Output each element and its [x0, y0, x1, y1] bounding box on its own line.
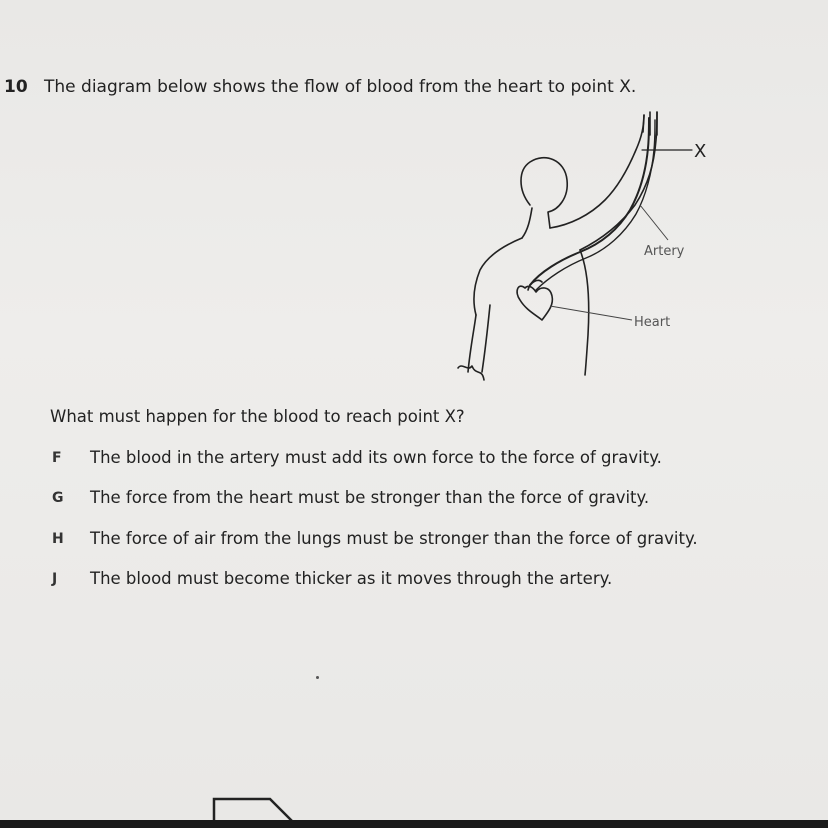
question-stem: The diagram below shows the flow of blood from the heart to point X.	[44, 77, 637, 97]
right-arm-inner	[580, 112, 657, 250]
neck-left	[522, 208, 532, 238]
choice-letter: G	[52, 490, 64, 506]
answer-choice-f[interactable]	[0, 450, 828, 474]
screen-bezel	[0, 820, 828, 828]
label-artery: Artery	[644, 244, 685, 259]
answer-choice-h[interactable]	[0, 531, 828, 555]
head-outline	[521, 158, 567, 228]
choice-text: The force of air from the lungs must be stronger than the force of gravity.	[90, 529, 698, 548]
choice-text: The blood must become thicker as it moves through the artery.	[90, 569, 613, 588]
label-x: X	[694, 141, 707, 162]
screen-speck	[316, 676, 319, 679]
blood-flow-diagram	[430, 110, 730, 385]
answer-choice-g[interactable]	[0, 490, 828, 514]
choice-letter: H	[52, 531, 64, 547]
left-shoulder	[474, 238, 522, 315]
left-arm-inner	[482, 305, 490, 372]
label-heart: Heart	[634, 315, 671, 330]
heart-shape	[517, 286, 552, 320]
choice-letter: F	[52, 450, 62, 466]
artery-line-1	[530, 118, 649, 285]
heart-leader-line	[550, 306, 632, 320]
left-arm	[468, 315, 476, 372]
left-hand	[458, 366, 484, 380]
question-number: 10	[4, 77, 28, 97]
choice-letter: J	[52, 571, 58, 587]
question-prompt: What must happen for the blood to reach point X?	[50, 407, 465, 426]
choice-text: The force from the heart must be stronger than the force of gravity.	[90, 488, 650, 507]
artery-leader-line	[640, 205, 668, 240]
answer-choice-j[interactable]	[0, 571, 828, 595]
hand-fingers-1	[643, 115, 644, 132]
choice-text: The blood in the artery must add its own force to the force of gravity.	[90, 448, 662, 467]
